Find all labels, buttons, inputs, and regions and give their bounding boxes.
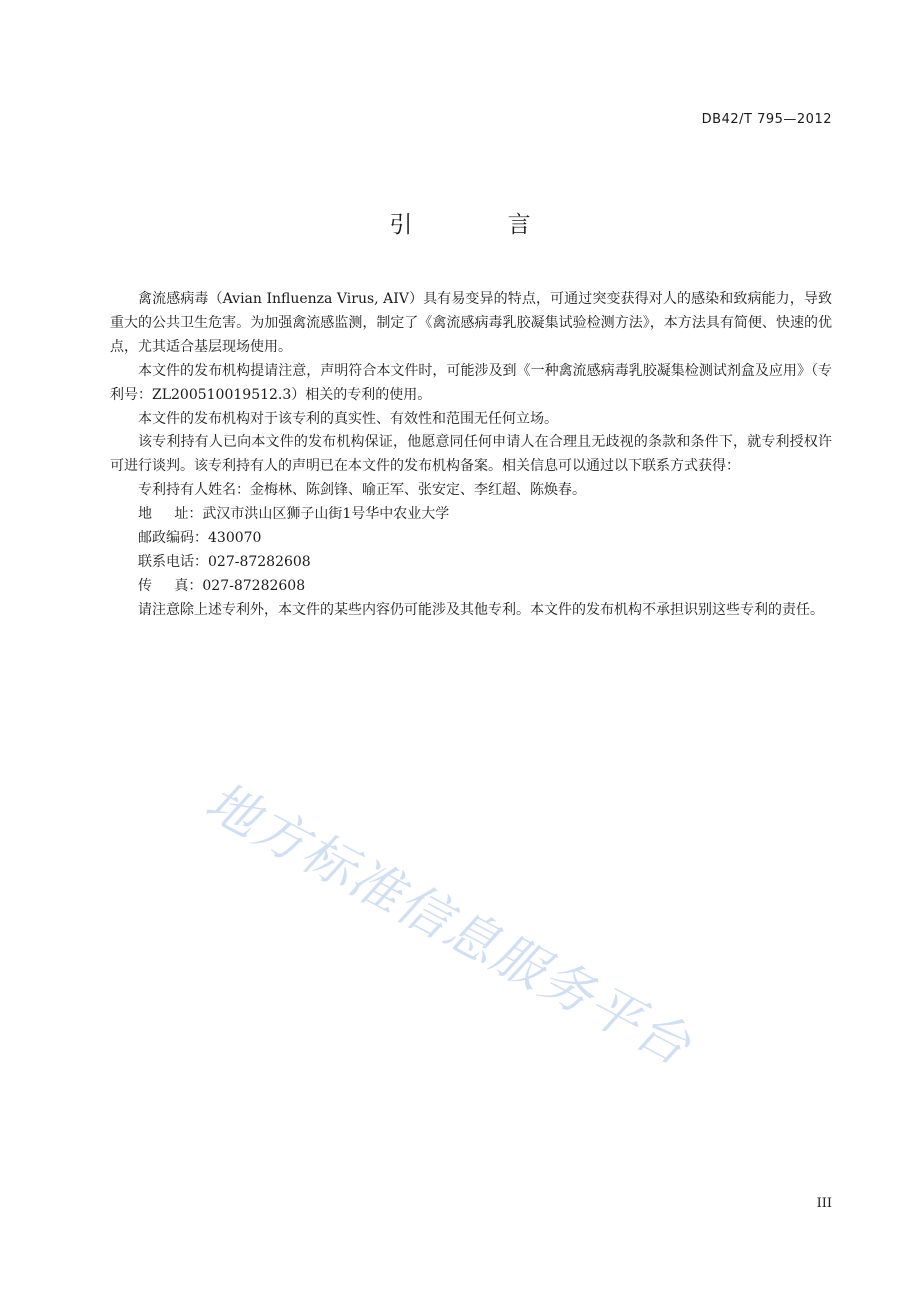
phone-value: 027-87282608: [208, 553, 311, 570]
paragraph-intro: 禽流感病毒（Avian Influenza Virus, AIV）具有易变异的特点，可通过突变获得对人的感染和致病能力，导致重大的公共卫生危害。为加强禽流感监测，制定了《禽流感病毒乳胶凝集试验检测方法》，本方法具有简便、快速的优点，尤其适合基层现场使用。: [110, 291, 832, 355]
fax-value: 027-87282608: [202, 577, 306, 594]
contact-postcode: [110, 527, 832, 551]
phone-label: 联系电话：: [138, 553, 208, 570]
watermark: 地方标准信息服务平台: [195, 771, 701, 1078]
page-number: III: [816, 1196, 832, 1211]
contact-fax: [110, 575, 832, 599]
section-title: 引 言: [389, 212, 575, 238]
paragraph-closing: 请注意除上述专利外，本文件的某些内容仍可能涉及其他专利。本文件的发布机构不承担识别这些专利的责任。: [138, 601, 824, 618]
address-label-text: 地 址：: [138, 506, 203, 523]
paragraph-patent-notice: 本文件的发布机构提请注意，声明符合本文件时，可能涉及到《一种禽流感病毒乳胶凝集检测试剂盒及应用》（专利号：ZL200510019512.3）相关的专利的使用。: [110, 362, 832, 403]
paragraph-holder-assurance: 该专利持有人已向本文件的发布机构保证，他愿意同任何申请人在合理且无歧视的条款和条件下，就专利授权许可进行谈判。该专利持有人的声明已在本文件的发布机构备案。相关信息可以通过以下联系方式获得：: [110, 434, 832, 475]
standard-code: DB42/T 795—2012: [701, 112, 832, 127]
holders-label: 专利持有人姓名：: [138, 482, 250, 499]
paragraph-no-position: 本文件的发布机构对于该专利的真实性、有效性和范围无任何立场。: [138, 410, 558, 427]
fax-label-text: 传 真：: [138, 577, 203, 594]
postcode-value: 430070: [208, 530, 262, 547]
postcode-label: 邮政编码：: [138, 530, 208, 547]
contact-address: [110, 503, 832, 527]
fax-label: [138, 575, 202, 599]
contact-phone: [110, 551, 832, 575]
address-label: [138, 503, 202, 527]
holders-value: 金梅林、陈剑锋、喻正军、张安定、李红超、陈焕春。: [250, 482, 586, 499]
body-text: [110, 288, 832, 623]
address-value: 武汉市洪山区狮子山街1号华中农业大学: [202, 506, 450, 523]
contact-holders: [110, 479, 832, 503]
